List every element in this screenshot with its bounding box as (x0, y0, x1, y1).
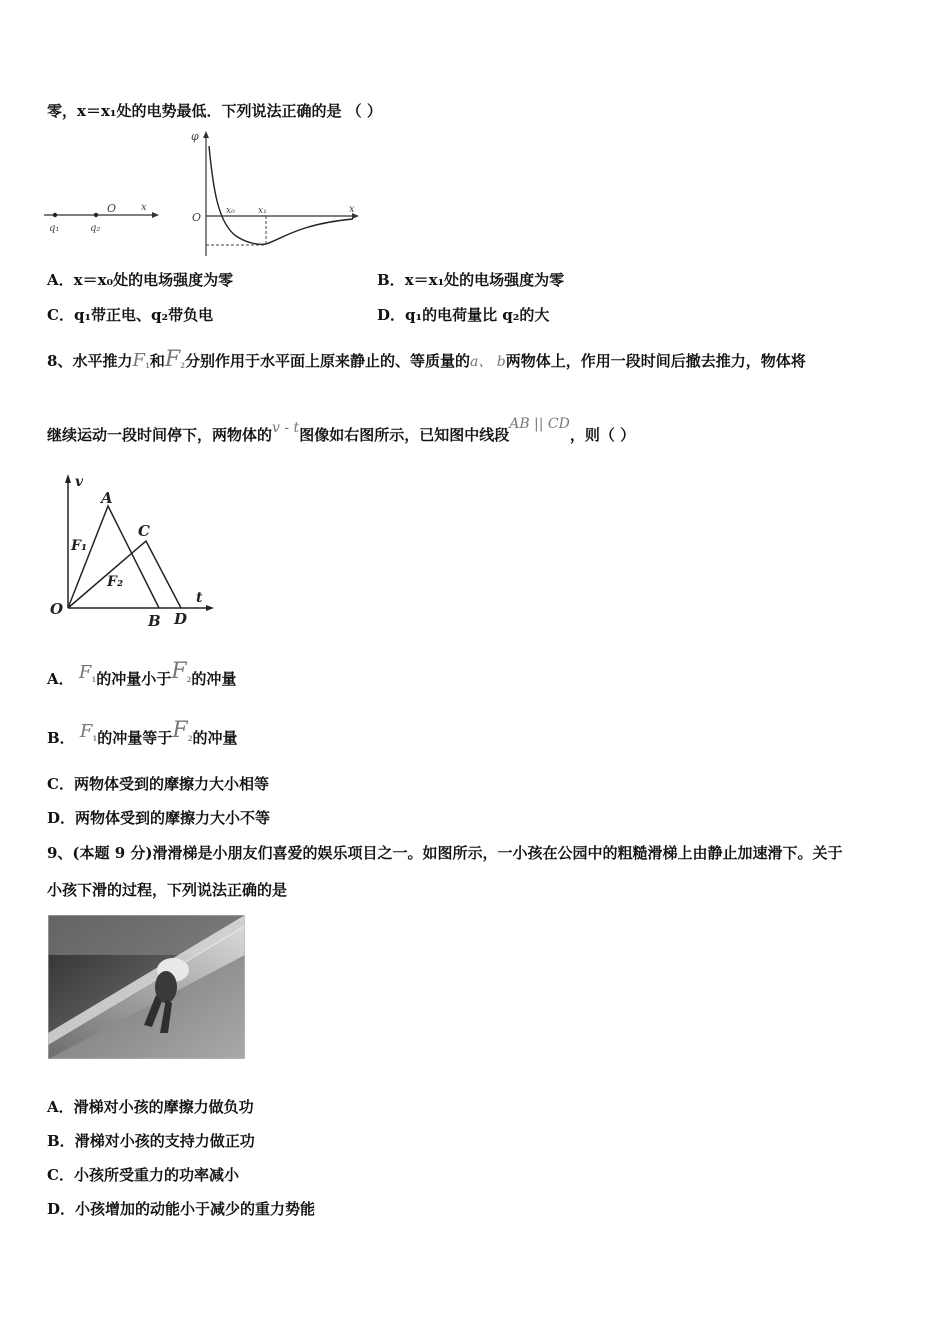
q7-stem: 零，x＝x₁处的电势最低．下列说法正确的是 （ ） (47, 102, 382, 120)
q8-option-c[interactable]: C．两物体受到的摩擦力大小相等 (47, 775, 269, 793)
b-label: B (148, 612, 161, 630)
slide-photo (48, 915, 245, 1059)
v-label: v (75, 474, 84, 490)
f2-label: F₂ (107, 574, 124, 590)
q9-option-d[interactable]: D．小孩增加的动能小于减少的重力势能 (47, 1200, 316, 1218)
q7-option-d[interactable]: D．q₁的电荷量比 q₂的大 (377, 306, 550, 324)
q7-charge-axis-figure (40, 198, 160, 243)
q8-vt-graph (44, 470, 219, 632)
q7-option-a[interactable]: A．x＝x₀处的电场强度为零 (47, 271, 234, 289)
o-label: O (50, 600, 64, 618)
t-label: t (196, 590, 203, 606)
q7-potential-graph (188, 128, 363, 260)
q2-dot (94, 213, 98, 217)
q7-option-b[interactable]: B．x＝x₁处的电场强度为零 (377, 271, 565, 289)
q1-dot (53, 213, 57, 217)
potential-curve (209, 146, 353, 244)
f1-symbol: F (132, 350, 145, 371)
x-label: x (141, 202, 147, 213)
q8-option-d[interactable]: D．两物体受到的摩擦力大小不等 (47, 809, 271, 827)
q9-stem-line2: 小孩下滑的过程，下列说法正确的是 (47, 881, 288, 899)
q9-stem-line1: 9、(本题 9 分)滑滑梯是小朋友们喜爱的娱乐项目之一。如图所示，一小孩在公园中的粗糙滑梯上由静止加速滑下。关于 (47, 844, 843, 862)
origin-label: O (107, 202, 117, 215)
abcd-symbol: AB || CD (509, 416, 570, 432)
q7-option-c[interactable]: C．q₁带正电、q₂带负电 (47, 306, 214, 324)
q2-label: q₂ (90, 223, 101, 234)
x1-label: x₁ (258, 206, 267, 216)
x-label: x (349, 204, 355, 215)
origin-label: O (192, 211, 202, 224)
q9-option-b[interactable]: B．滑梯对小孩的支持力做正功 (47, 1132, 255, 1150)
f2-symbol: F (164, 347, 181, 372)
q8-stem-line2: 继续运动一段时间停下，两物体的v - t图像如右图所示，已知图中线段AB || CD，则（ ） (47, 416, 636, 444)
x0-label: x₀ (226, 206, 235, 216)
q1-label: q₁ (49, 223, 60, 234)
d-label: D (174, 610, 188, 628)
a-label: A (101, 489, 113, 507)
f1-label: F₁ (71, 538, 88, 554)
c-label: C (138, 522, 150, 540)
q8-option-b[interactable]: B． $F^1$的冲量等于$F^2$的冲量 (47, 718, 238, 747)
ab-symbol: a、 b (470, 354, 506, 370)
q8-stem-line1: 8、水平推力$F_1$和$F_2$分别作用于水平面上原来静止的、等质量的a、 b两物体上，作用一段时间后撤去推力，物体将 (47, 347, 806, 372)
q8-option-a[interactable]: A． $F^1$的冲量小于$F^2$的冲量 (47, 659, 237, 688)
q9-option-a[interactable]: A．滑梯对小孩的摩擦力做负功 (47, 1098, 254, 1116)
phi-label: φ (191, 130, 199, 143)
q9-option-c[interactable]: C．小孩所受重力的功率减小 (47, 1166, 239, 1184)
vt-symbol: v - t (272, 420, 300, 436)
